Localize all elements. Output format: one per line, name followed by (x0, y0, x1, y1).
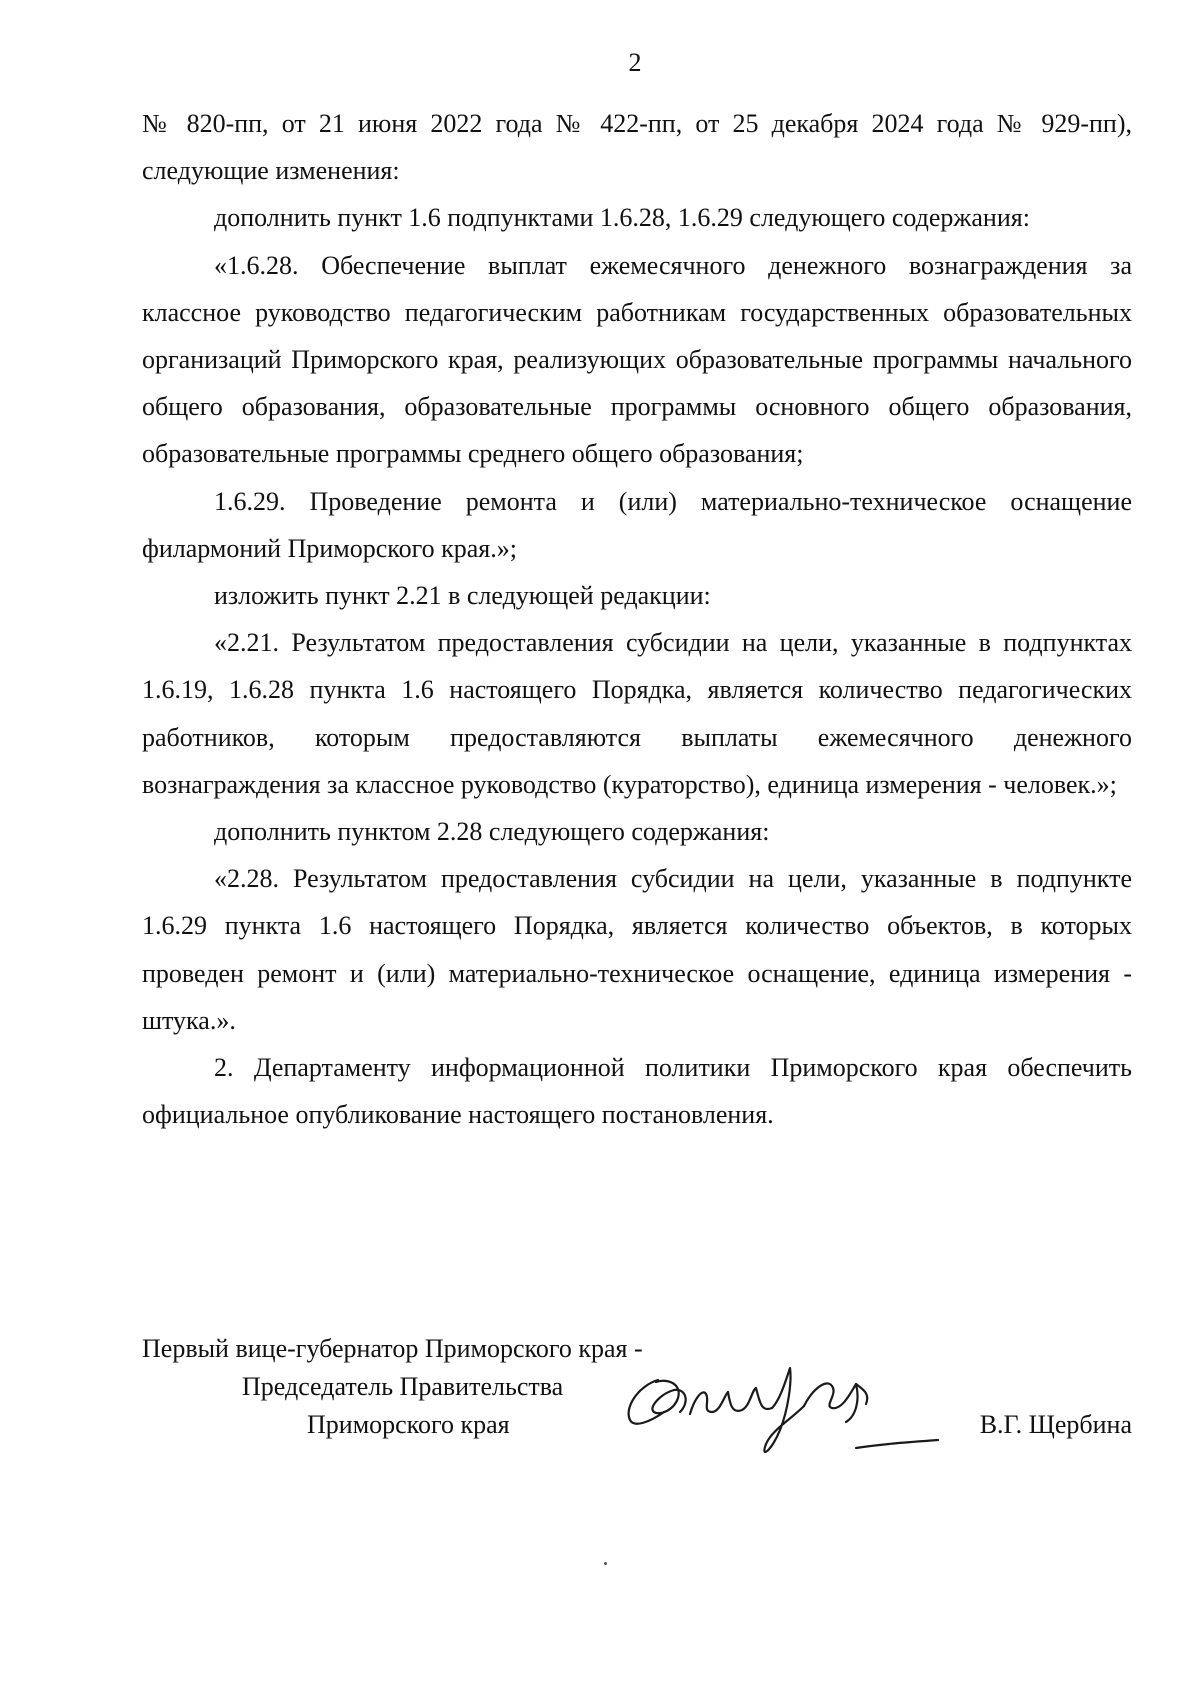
signer-name: В.Г. Щербина (979, 1410, 1132, 1439)
signer-position-line-3: Приморского края (307, 1410, 510, 1439)
page-number: 2 (628, 48, 642, 77)
signer-position-line-1: Первый вице-губернатор Приморского края - (142, 1334, 643, 1363)
paragraph-add-subitems: дополнить пункт 1.6 подпунктами 1.6.28, 1.6.29 следующего содержания: (214, 203, 1030, 233)
paragraph-publication-order: 2. Департаменту информационной политики Приморского края обеспечить официальное опубликование настоящего постановления. (142, 1053, 1132, 1130)
paragraph-item-2-21: «2.21. Результатом предоставления субсидии на цели, указанные в подпунктах 1.6.19, 1.6.28 пункта 1.6 настоящего Порядка, является количество педагогических работников, которым предоставляются выплаты ежемесячного денежного вознаграждения за классное руководство (кураторство), единица измерения - человек.»; (142, 628, 1132, 799)
paragraph-add-item: дополнить пунктом 2.28 следующего содержания: (214, 817, 770, 847)
signer-position-line-2: Председатель Правительства (242, 1372, 564, 1401)
paragraph-amendment-list: № 820-пп, от 21 июня 2022 года № 422-пп, от 25 декабря 2024 года № 929-пп), следующие изменения: (142, 109, 1132, 186)
paragraph-restate-item: изложить пункт 2.21 в следующей редакции: (214, 581, 711, 611)
scan-speck (604, 1562, 607, 1565)
document-body (142, 100, 1132, 1138)
paragraph-subitem-1-6-28: «1.6.28. Обеспечение выплат ежемесячного денежного вознаграждения за классное руководство педагогическим работникам государственных образовательных организаций Приморского края, реализующих образовательные программы начального общего образования, образовательные программы основного общего образования, образовательные программы среднего общего образования; (142, 250, 1132, 469)
paragraph-subitem-1-6-29: 1.6.29. Проведение ремонта и (или) материально-техническое оснащение филармоний Приморского края.»; (142, 486, 1132, 563)
handwritten-signature (620, 1360, 950, 1480)
paragraph-item-2-28: «2.28. Результатом предоставления субсидии на цели, указанные в подпункте 1.6.29 пункта 1.6 настоящего Порядка, является количество объектов, в которых проведен ремонт и (или) материально-техническое оснащение, единица измерения - штука.». (142, 864, 1132, 1035)
